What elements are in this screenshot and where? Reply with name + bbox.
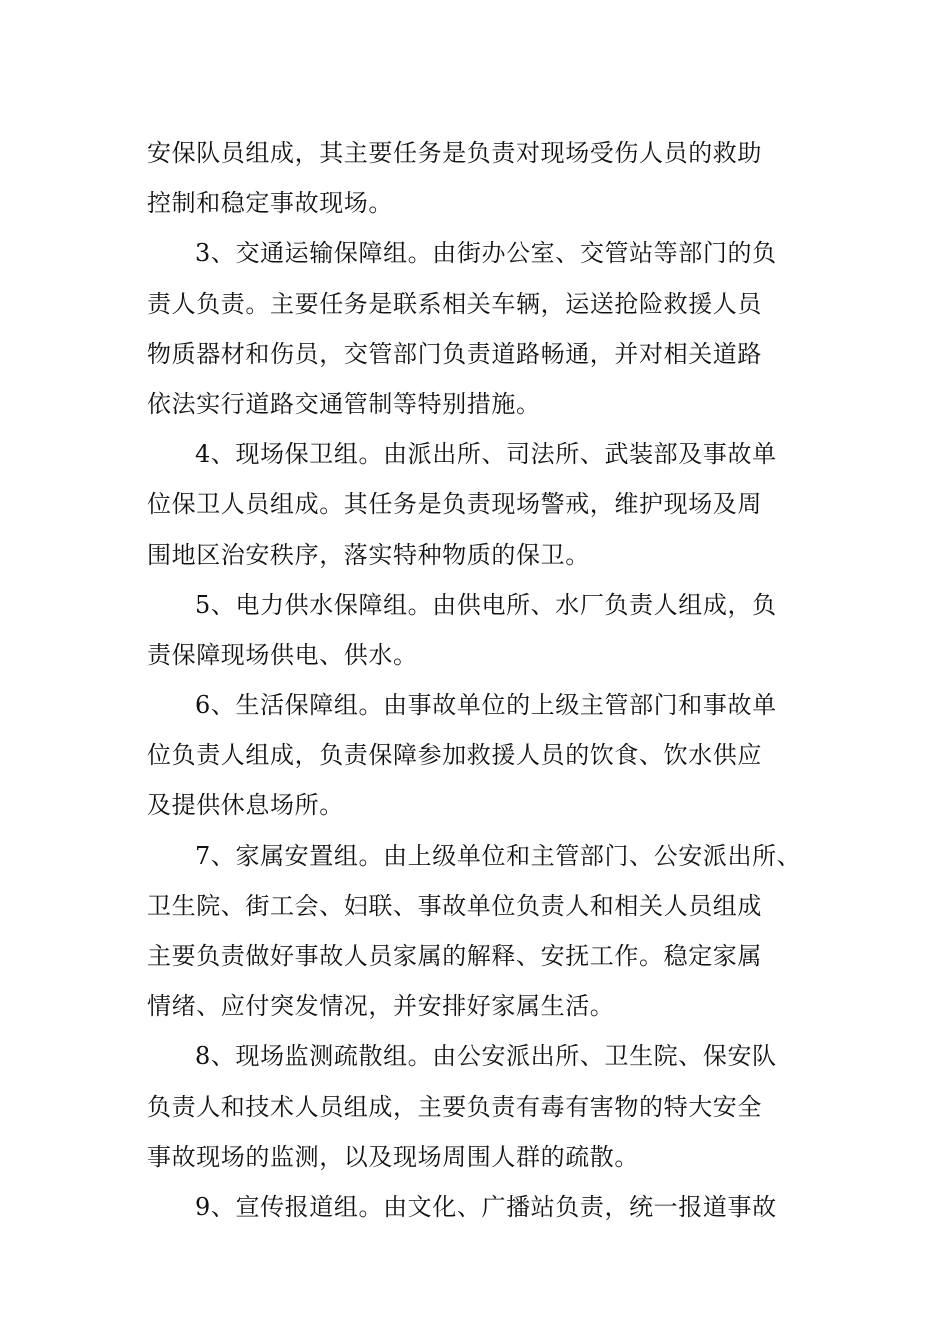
text-line: 4、现场保卫组。由派出所、司法所、武装部及事故单 [195,440,777,469]
text-line: 情绪、应付突发情况，并安排好家属生活。 [147,992,615,1021]
text-line: 控制和稳定事故现场。 [147,189,393,218]
text-line: 事故现场的监测，以及现场周围人群的疏散。 [147,1142,639,1171]
text-line: 7、家属安置组。由上级单位和主管部门、公安派出所、 [195,841,802,870]
text-line: 及提供休息场所。 [147,791,344,820]
text-line: 3、交通运输保障组。由街办公室、交管站等部门的负 [195,239,777,268]
document-body [147,128,827,1232]
text-line: 责保障现场供电、供水。 [147,640,418,669]
text-line: 物质器材和伤员，交管部门负责道路畅通，并对相关道路 [147,339,762,368]
text-line: 8、现场监测疏散组。由公安派出所、卫生院、保安队 [195,1042,777,1071]
text-line: 6、生活保障组。由事故单位的上级主管部门和事故单 [195,691,777,720]
text-line: 卫生院、街工会、妇联、事故单位负责人和相关人员组成 [147,891,762,920]
text-line: 9、宣传报道组。由文化、广播站负责，统一报道事故 [195,1192,777,1221]
text-line: 安保队员组成，其主要任务是负责对现场受伤人员的救助 [147,139,762,167]
text-line: 依法实行道路交通管制等特别措施。 [147,389,541,418]
text-line: 位负责人组成，负责保障参加救援人员的饮食、饮水供应 [147,741,762,770]
text-line: 围地区治安秩序，落实特种物质的保卫。 [147,540,590,569]
text-line: 负责人和技术人员组成，主要负责有毒有害物的特大安全 [147,1092,762,1121]
text-line: 位保卫人员组成。其任务是负责现场警戒，维护现场及周 [147,490,762,519]
text-line: 责人负责。主要任务是联系相关车辆，运送抢险救援人员 [147,289,762,318]
text-line: 5、电力供水保障组。由供电所、水厂负责人组成，负 [195,590,777,619]
text-line: 主要负责做好事故人员家属的解释、安抚工作。稳定家属 [147,942,762,970]
